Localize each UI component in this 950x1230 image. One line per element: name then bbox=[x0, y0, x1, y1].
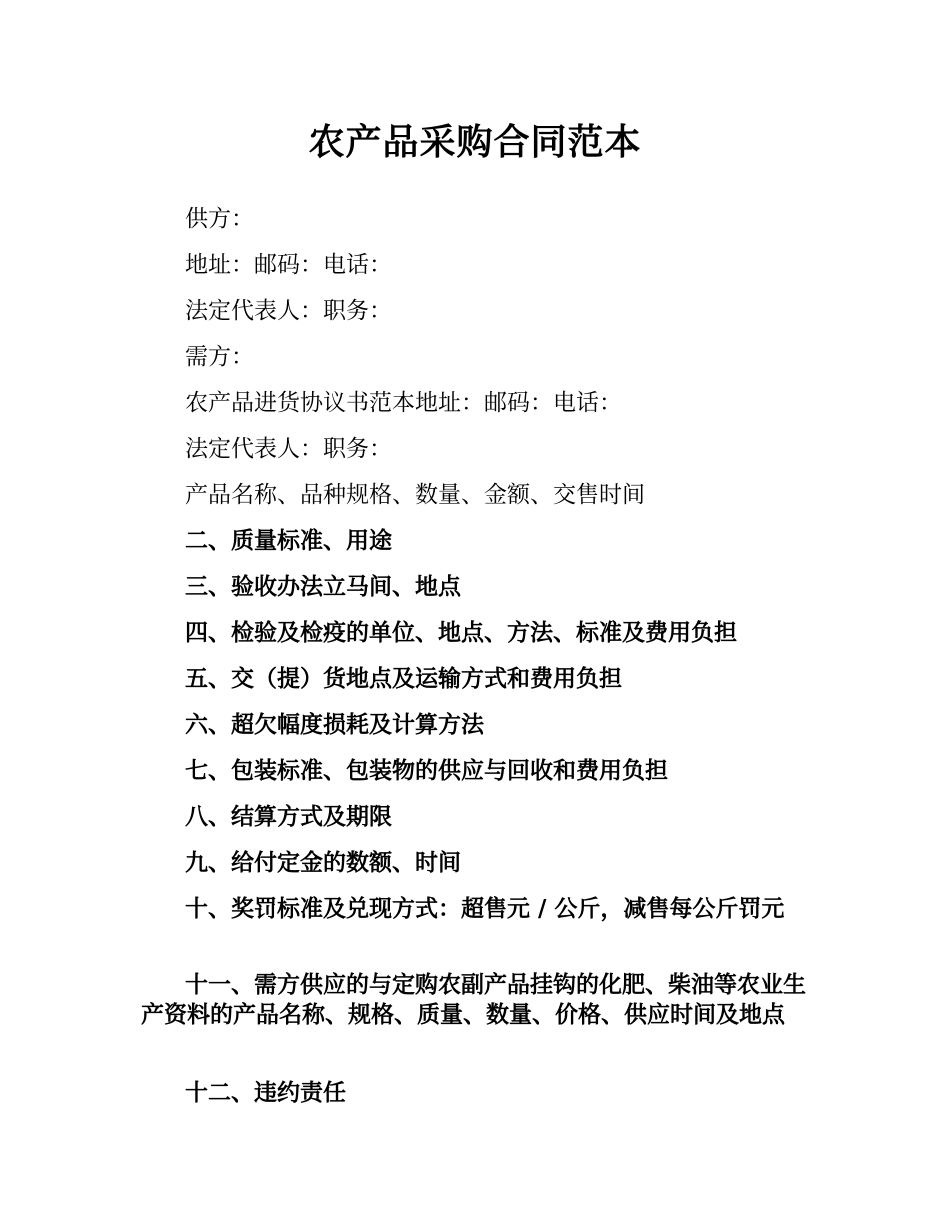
section-deposit: 九、给付定金的数额、时间 bbox=[185, 849, 461, 876]
section-inspection-quarantine: 四、检验及检疫的单位、地点、方法、标准及费用负担 bbox=[185, 619, 737, 646]
section-liability: 十二、违约责任 bbox=[185, 1079, 346, 1106]
paragraph-buyer-representative: 法定代表人：职务： bbox=[185, 436, 392, 462]
section-delivery-transport: 五、交（提）货地点及运输方式和费用负担 bbox=[185, 665, 622, 692]
section-settlement: 八、结算方式及期限 bbox=[185, 803, 392, 830]
section-overage-loss: 六、超欠幅度损耗及计算方法 bbox=[185, 711, 484, 738]
section-reward-penalty: 十、奖罚标准及兑现方式：超售元 / 公斤，减售每公斤罚元 bbox=[185, 895, 785, 922]
section-agricultural-materials: 十一、需方供应的与定购农副产品挂钩的化肥、柴油等农业生产资料的产品名称、规格、质量、数量、价格、供应时间及地点 bbox=[141, 971, 806, 1028]
paragraph-supplier-address: 地址：邮码：电话： bbox=[185, 252, 392, 278]
paragraph-supplier: 供方： bbox=[185, 206, 254, 232]
document-title: 农产品采购合同范本 bbox=[308, 121, 642, 163]
paragraph-buyer-address: 农产品进货协议书范本地址：邮码：电话： bbox=[185, 390, 622, 416]
paragraph-buyer: 需方： bbox=[185, 344, 254, 370]
paragraph-product-info: 产品名称、品种规格、数量、金额、交售时间 bbox=[185, 482, 645, 508]
paragraph-supplier-representative: 法定代表人：职务： bbox=[185, 298, 392, 324]
section-acceptance-method: 三、验收办法立马间、地点 bbox=[185, 573, 461, 600]
section-quality-standard: 二、质量标准、用途 bbox=[185, 527, 392, 554]
section-packaging: 七、包装标准、包装物的供应与回收和费用负担 bbox=[185, 757, 668, 784]
